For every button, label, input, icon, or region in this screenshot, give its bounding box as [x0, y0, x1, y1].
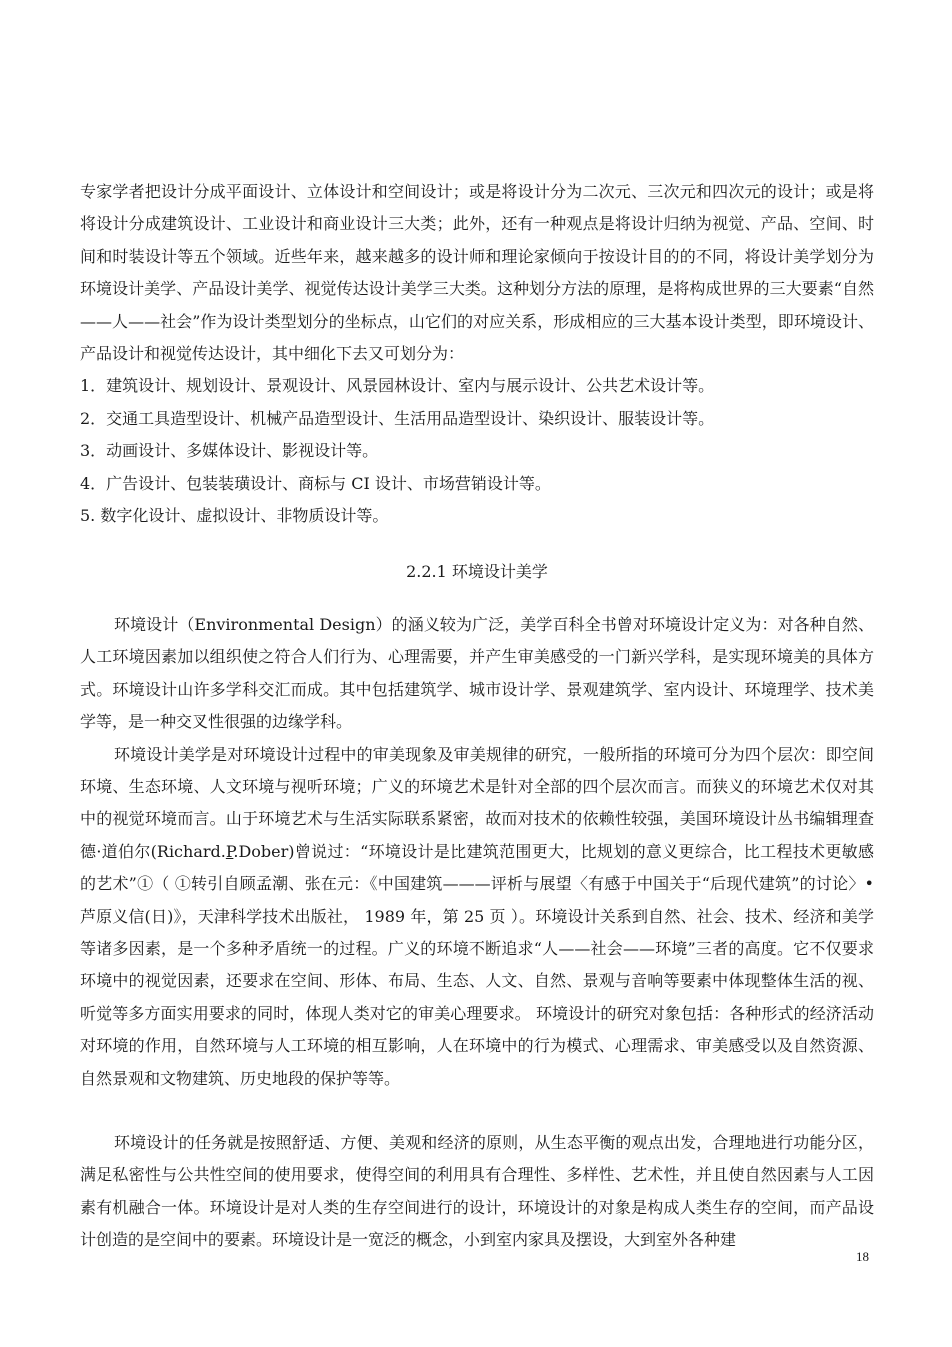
list-item: 2．交通工具造型设计、机械产品造型设计、生活用品造型设计、染织设计、服装设计等。: [80, 408, 715, 428]
spacer: [80, 532, 874, 556]
section-heading: 2.2.1 环境设计美学: [406, 562, 548, 582]
paragraph-text: 环境设计美学是对环境设计过程中的审美现象及审美规律的研究，一般所指的环境可分为四个层次：即空间环境、生态环境、人文环境与视听环境；广义的环境艺术是针对全部的四个层次而言。而狭义的环境艺术仅对其中的视觉环境而言。山于环境艺术与生活实际联系紧密，故而对技术的依赖性较强，美国环境设计丛书编辑理查德·道伯尔(Richard.: [80, 744, 874, 861]
body-paragraph: 环境设计（Environmental Design）的涵义较为广泛，美学百科全书曾对环境设计定义为：对各种自然、人工环境因素加以组织使之符合人们行为、心理需要，并产生审美感受的一门新兴学科，是实现环境美的具体方式。环境设计山许多学科交汇而成。其中包括建筑学、城市设计学、景观建筑学、室内设计、环境理学、技术美学等，是一种交叉性很强的边缘学科。: [80, 614, 874, 732]
spacer: [80, 1095, 874, 1127]
list-item: 3．动画设计、多媒体设计、影视设计等。: [80, 441, 379, 461]
intro-paragraph: 专家学者把设计分成平面设计、立体设计和空间设计；或是将设计分为二次元、三次元和四次元的设计；或是将将设计分成建筑设计、工业设计和商业设计三大类；此外，还有一种观点是将设计归纳为视觉、产品、空间、时间和时装设计等五个领域。近些年来，越来越多的设计师和理论家倾向于按设计目的的不同，将设计美学划分为环境设计美学、产品设计美学、视觉传达设计美学三大类。这种划分方法的原理，是将构成世界的三大要素“自然——人——社会”作为设计类型划分的坐标点，山它们的对应关系，形成相应的三大基本设计类型，即环境设计、产品设计和视觉传达设计，其中细化下去又可划分为：: [80, 182, 874, 364]
list-item: 4．广告设计、包装装璜设计、商标与 CI 设计、市场营销设计等。: [80, 473, 551, 493]
paragraph-text: .Dober)曾说过：“环境设计是比建筑范围更大，比规划的意义更综合，比工程技术更敏感的艺术”①（ ①转引自顾孟潮、张在元：《中国建筑———评析与展望〈有感于中国关于“后现代建筑”的讨论〉•芦原义信(日)》，天津科学技术出版社， 1989 年，第 25 页 ）。环境设计关系到自然、社会、技术、经济和美学等诸多因素，是一个多种矛盾统一的过程。广义的环境不断追求“人——社会——环境”三者的高度。它不仅要求环境中的视觉因素，还要求在空间、形体、布局、生态、人文、自然、景观与音响等要素中体现整体生活的视、听觉等多方面实用要求的同时，体现人类对它的审美心理要求。 环境设计的研究对象包括：各种形式的经济活动对环境的作用，自然环境与人工环境的相互影响，人在环境中的行为模式、心理需求、审美感受以及自然资源、自然景观和文物建筑、历史地段的保护等等。: [80, 841, 874, 1088]
document-page: [80, 176, 874, 1257]
spacer: [80, 589, 874, 609]
body-paragraph: [80, 739, 874, 1095]
list-item: 1．建筑设计、规划设计、景观设计、风景园林设计、室内与展示设计、公共艺术设计等。: [80, 376, 715, 396]
underlined-initial: P: [225, 841, 234, 861]
body-paragraph: 环境设计的任务就是按照舒适、方便、美观和经济的原则，从生态平衡的观点出发，合理地进行功能分区，满足私密性与公共性空间的使用要求，使得空间的利用具有合理性、多样性、艺术性，并且使自然因素与人工因素有机融合一体。环境设计是对人类的生存空间进行的设计，环境设计的对象是构成人类生存的空间，而产品设计创造的是空间中的要素。环境设计是一宽泛的概念，小到室内家具及摆设，大到室外各种建: [80, 1132, 874, 1250]
list-item: 5. 数字化设计、虚拟设计、非物质设计等。: [80, 506, 389, 526]
page-number: 18: [856, 1249, 869, 1264]
design-type-list: [80, 370, 874, 532]
